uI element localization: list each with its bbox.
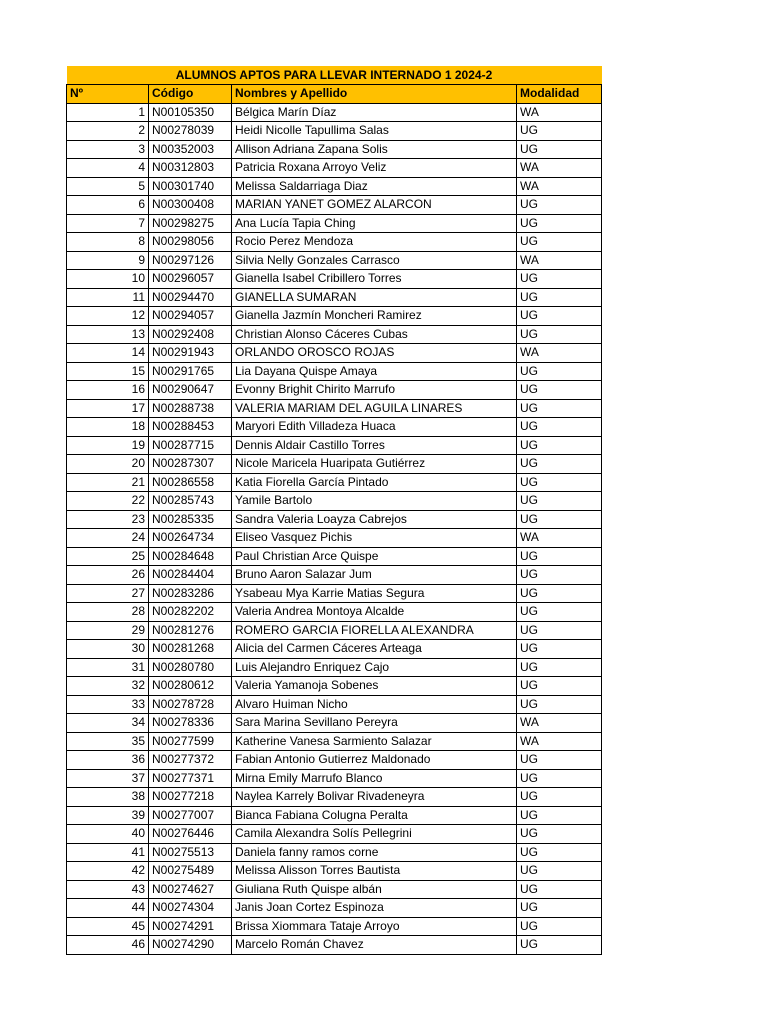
cell-code[interactable]: N00282202 [149, 603, 232, 622]
cell-number[interactable]: 46 [67, 936, 149, 955]
cell-code[interactable]: N00274291 [149, 917, 232, 936]
cell-modality[interactable]: UG [517, 621, 602, 640]
cell-number[interactable]: 19 [67, 436, 149, 455]
cell-code[interactable]: N00301740 [149, 177, 232, 196]
cell-modality[interactable]: UG [517, 695, 602, 714]
cell-code[interactable]: N00264734 [149, 529, 232, 548]
cell-name[interactable]: Fabian Antonio Gutierrez Maldonado [232, 751, 517, 770]
cell-modality[interactable]: UG [517, 140, 602, 159]
cell-modality[interactable]: UG [517, 677, 602, 696]
table-row [67, 381, 602, 400]
cell-name[interactable]: Janis Joan Cortez Espinoza [232, 899, 517, 918]
cell-code[interactable]: N00277599 [149, 732, 232, 751]
cell-code[interactable]: N00298056 [149, 233, 232, 252]
cell-name[interactable]: Alvaro Huiman Nicho [232, 695, 517, 714]
cell-number[interactable]: 45 [67, 917, 149, 936]
cell-modality[interactable]: WA [517, 714, 602, 733]
cell-modality[interactable]: UG [517, 233, 602, 252]
table-row [67, 307, 602, 326]
cell-number[interactable]: 40 [67, 825, 149, 844]
cell-modality[interactable]: UG [517, 603, 602, 622]
cell-code[interactable]: N00288738 [149, 399, 232, 418]
cell-name[interactable]: Sandra Valeria Loayza Cabrejos [232, 510, 517, 529]
cell-modality[interactable]: WA [517, 251, 602, 270]
table-row [67, 492, 602, 511]
cell-name[interactable]: Bélgica Marín Díaz [232, 103, 517, 122]
table-row [67, 899, 602, 918]
cell-number[interactable]: 33 [67, 695, 149, 714]
table-row [67, 621, 602, 640]
header-number: Nº [67, 85, 149, 104]
table-row [67, 658, 602, 677]
cell-name[interactable]: Mirna Emily Marrufo Blanco [232, 769, 517, 788]
table-row [67, 917, 602, 936]
cell-code[interactable]: N00294057 [149, 307, 232, 326]
cell-name[interactable]: Marcelo Román Chavez [232, 936, 517, 955]
cell-name[interactable]: Luis Alejandro Enriquez Cajo [232, 658, 517, 677]
cell-code[interactable]: N00290647 [149, 381, 232, 400]
header-modality: Modalidad [517, 85, 602, 104]
cell-code[interactable]: N00275513 [149, 843, 232, 862]
cell-number[interactable]: 3 [67, 140, 149, 159]
table-row [67, 455, 602, 474]
cell-number[interactable]: 44 [67, 899, 149, 918]
table-row [67, 214, 602, 233]
cell-number[interactable]: 32 [67, 677, 149, 696]
cell-code[interactable]: N00285743 [149, 492, 232, 511]
cell-code[interactable]: N00297126 [149, 251, 232, 270]
table-row [67, 122, 602, 141]
cell-code[interactable]: N00284404 [149, 566, 232, 585]
table-row [67, 769, 602, 788]
cell-code[interactable]: N00277007 [149, 806, 232, 825]
table-row [67, 880, 602, 899]
table-row [67, 418, 602, 437]
cell-code[interactable]: N00105350 [149, 103, 232, 122]
cell-code[interactable]: N00287715 [149, 436, 232, 455]
table-row [67, 251, 602, 270]
table-row [67, 695, 602, 714]
cell-code[interactable]: N00300408 [149, 196, 232, 215]
cell-code[interactable]: N00278728 [149, 695, 232, 714]
cell-number[interactable]: 25 [67, 547, 149, 566]
cell-modality[interactable]: WA [517, 103, 602, 122]
cell-number[interactable]: 6 [67, 196, 149, 215]
cell-modality[interactable]: WA [517, 159, 602, 178]
cell-modality[interactable]: UG [517, 566, 602, 585]
table-row [67, 547, 602, 566]
cell-number[interactable]: 12 [67, 307, 149, 326]
cell-modality[interactable]: UG [517, 788, 602, 807]
cell-number[interactable]: 36 [67, 751, 149, 770]
cell-name[interactable]: Valeria Yamanoja Sobenes [232, 677, 517, 696]
cell-name[interactable]: Lia Dayana Quispe Amaya [232, 362, 517, 381]
cell-code[interactable]: N00281276 [149, 621, 232, 640]
cell-number[interactable]: 31 [67, 658, 149, 677]
cell-name[interactable]: Bruno Aaron Salazar Jum [232, 566, 517, 585]
cell-modality[interactable]: UG [517, 510, 602, 529]
cell-number[interactable]: 29 [67, 621, 149, 640]
cell-name[interactable]: Katia Fiorella García Pintado [232, 473, 517, 492]
cell-code[interactable]: N00287307 [149, 455, 232, 474]
cell-number[interactable]: 23 [67, 510, 149, 529]
cell-number[interactable]: 17 [67, 399, 149, 418]
cell-modality[interactable]: UG [517, 122, 602, 141]
cell-modality[interactable]: UG [517, 843, 602, 862]
cell-modality[interactable]: WA [517, 177, 602, 196]
cell-modality[interactable]: UG [517, 381, 602, 400]
cell-modality[interactable]: UG [517, 640, 602, 659]
cell-code[interactable]: N00283286 [149, 584, 232, 603]
cell-modality[interactable]: UG [517, 399, 602, 418]
cell-code[interactable]: N00274290 [149, 936, 232, 955]
table-row [67, 714, 602, 733]
header-row [67, 85, 602, 104]
table-row [67, 233, 602, 252]
table-row [67, 140, 602, 159]
cell-modality[interactable]: UG [517, 880, 602, 899]
table-body [67, 103, 602, 954]
cell-modality[interactable]: UG [517, 325, 602, 344]
cell-name[interactable]: VALERIA MARIAM DEL AGUILA LINARES [232, 399, 517, 418]
cell-name[interactable]: Ana Lucía Tapia Ching [232, 214, 517, 233]
cell-name[interactable]: Camila Alexandra Solís Pellegrini [232, 825, 517, 844]
cell-modality[interactable]: UG [517, 936, 602, 955]
table-row [67, 584, 602, 603]
cell-name[interactable]: Evonny Brighit Chirito Marrufo [232, 381, 517, 400]
cell-code[interactable]: N00281268 [149, 640, 232, 659]
table-row [67, 751, 602, 770]
cell-modality[interactable]: UG [517, 658, 602, 677]
table-row [67, 473, 602, 492]
cell-code[interactable]: N00280612 [149, 677, 232, 696]
cell-number[interactable]: 26 [67, 566, 149, 585]
cell-modality[interactable]: UG [517, 547, 602, 566]
cell-number[interactable]: 27 [67, 584, 149, 603]
table-row [67, 325, 602, 344]
cell-code[interactable]: N00276446 [149, 825, 232, 844]
table-row [67, 862, 602, 881]
cell-modality[interactable]: UG [517, 436, 602, 455]
cell-name[interactable]: Daniela fanny ramos corne [232, 843, 517, 862]
cell-name[interactable]: Brissa Xiommara Tataje Arroyo [232, 917, 517, 936]
cell-modality[interactable]: UG [517, 270, 602, 289]
cell-modality[interactable]: UG [517, 769, 602, 788]
cell-name[interactable]: Naylea Karrely Bolivar Rivadeneyra [232, 788, 517, 807]
table-row [67, 177, 602, 196]
table-row [67, 270, 602, 289]
cell-number[interactable]: 15 [67, 362, 149, 381]
cell-name[interactable]: GIANELLA SUMARAN [232, 288, 517, 307]
table-row [67, 344, 602, 363]
cell-name[interactable]: Gianella Jazmín Moncheri Ramirez [232, 307, 517, 326]
cell-modality[interactable]: UG [517, 455, 602, 474]
table-row [67, 843, 602, 862]
cell-name[interactable]: Rocio Perez Mendoza [232, 233, 517, 252]
table-row [67, 288, 602, 307]
table-row [67, 603, 602, 622]
cell-modality[interactable]: UG [517, 825, 602, 844]
cell-number[interactable]: 37 [67, 769, 149, 788]
cell-modality[interactable]: WA [517, 732, 602, 751]
cell-number[interactable]: 2 [67, 122, 149, 141]
cell-code[interactable]: N00291765 [149, 362, 232, 381]
cell-code[interactable]: N00278039 [149, 122, 232, 141]
cell-number[interactable]: 7 [67, 214, 149, 233]
cell-modality[interactable]: WA [517, 529, 602, 548]
cell-number[interactable]: 20 [67, 455, 149, 474]
table-row [67, 159, 602, 178]
cell-modality[interactable]: UG [517, 307, 602, 326]
table-row [67, 732, 602, 751]
cell-name[interactable]: Eliseo Vasquez Pichis [232, 529, 517, 548]
cell-code[interactable]: N00296057 [149, 270, 232, 289]
cell-number[interactable]: 21 [67, 473, 149, 492]
cell-modality[interactable]: UG [517, 362, 602, 381]
cell-modality[interactable]: UG [517, 917, 602, 936]
cell-number[interactable]: 35 [67, 732, 149, 751]
table-row [67, 529, 602, 548]
table-row [67, 566, 602, 585]
cell-number[interactable]: 8 [67, 233, 149, 252]
cell-modality[interactable]: UG [517, 751, 602, 770]
cell-code[interactable]: N00274627 [149, 880, 232, 899]
cell-name[interactable]: Christian Alonso Cáceres Cubas [232, 325, 517, 344]
cell-code[interactable]: N00298275 [149, 214, 232, 233]
cell-modality[interactable]: UG [517, 806, 602, 825]
cell-number[interactable]: 42 [67, 862, 149, 881]
cell-name[interactable]: Yamile Bartolo [232, 492, 517, 511]
cell-code[interactable]: N00277371 [149, 769, 232, 788]
cell-name[interactable]: Paul Christian Arce Quispe [232, 547, 517, 566]
cell-modality[interactable]: UG [517, 492, 602, 511]
cell-name[interactable]: Valeria Andrea Montoya Alcalde [232, 603, 517, 622]
cell-number[interactable]: 24 [67, 529, 149, 548]
cell-code[interactable]: N00286558 [149, 473, 232, 492]
cell-name[interactable]: Katherine Vanesa Sarmiento Salazar [232, 732, 517, 751]
cell-number[interactable]: 18 [67, 418, 149, 437]
cell-number[interactable]: 34 [67, 714, 149, 733]
cell-name[interactable]: Dennis Aldair Castillo Torres [232, 436, 517, 455]
cell-name[interactable]: ROMERO GARCIA FIORELLA ALEXANDRA [232, 621, 517, 640]
cell-code[interactable]: N00284648 [149, 547, 232, 566]
cell-name[interactable]: Giuliana Ruth Quispe albán [232, 880, 517, 899]
cell-code[interactable]: N00285335 [149, 510, 232, 529]
cell-name[interactable]: Heidi Nicolle Tapullima Salas [232, 122, 517, 141]
cell-name[interactable]: Maryori Edith Villadeza Huaca [232, 418, 517, 437]
cell-modality[interactable]: UG [517, 288, 602, 307]
cell-code[interactable]: N00275489 [149, 862, 232, 881]
cell-name[interactable]: Nicole Maricela Huaripata Gutiérrez [232, 455, 517, 474]
cell-code[interactable]: N00291943 [149, 344, 232, 363]
table-row [67, 362, 602, 381]
cell-number[interactable]: 30 [67, 640, 149, 659]
cell-modality[interactable]: UG [517, 196, 602, 215]
table-row [67, 788, 602, 807]
cell-code[interactable]: N00274304 [149, 899, 232, 918]
cell-name[interactable]: MARIAN YANET GOMEZ ALARCON [232, 196, 517, 215]
cell-code[interactable]: N00352003 [149, 140, 232, 159]
cell-number[interactable]: 43 [67, 880, 149, 899]
table-row [67, 640, 602, 659]
header-code: Código [149, 85, 232, 104]
cell-name[interactable]: Patricia Roxana Arroyo Veliz [232, 159, 517, 178]
cell-number[interactable]: 9 [67, 251, 149, 270]
cell-name[interactable]: Silvia Nelly Gonzales Carrasco [232, 251, 517, 270]
table-row [67, 936, 602, 955]
cell-modality[interactable]: UG [517, 418, 602, 437]
cell-name[interactable]: Melissa Alisson Torres Bautista [232, 862, 517, 881]
cell-number[interactable]: 4 [67, 159, 149, 178]
cell-code[interactable]: N00278336 [149, 714, 232, 733]
cell-number[interactable]: 11 [67, 288, 149, 307]
sheet-title: ALUMNOS APTOS PARA LLEVAR INTERNADO 1 2024-2 [67, 66, 602, 85]
cell-number[interactable]: 22 [67, 492, 149, 511]
cell-modality[interactable]: WA [517, 344, 602, 363]
cell-name[interactable]: Melissa Saldarriaga Diaz [232, 177, 517, 196]
cell-number[interactable]: 28 [67, 603, 149, 622]
students-table [66, 66, 602, 955]
cell-modality[interactable]: UG [517, 473, 602, 492]
cell-name[interactable]: Alicia del Carmen Cáceres Arteaga [232, 640, 517, 659]
table-row [67, 103, 602, 122]
cell-code[interactable]: N00277372 [149, 751, 232, 770]
cell-number[interactable]: 39 [67, 806, 149, 825]
cell-modality[interactable]: UG [517, 899, 602, 918]
cell-name[interactable]: Ysabeau Mya Karrie Matias Segura [232, 584, 517, 603]
cell-code[interactable]: N00292408 [149, 325, 232, 344]
cell-code[interactable]: N00288453 [149, 418, 232, 437]
cell-code[interactable]: N00312803 [149, 159, 232, 178]
table-row [67, 677, 602, 696]
cell-name[interactable]: ORLANDO OROSCO ROJAS [232, 344, 517, 363]
cell-code[interactable]: N00280780 [149, 658, 232, 677]
cell-name[interactable]: Sara Marina Sevillano Pereyra [232, 714, 517, 733]
cell-name[interactable]: Allison Adriana Zapana Solis [232, 140, 517, 159]
cell-number[interactable]: 5 [67, 177, 149, 196]
cell-number[interactable]: 14 [67, 344, 149, 363]
table-row [67, 436, 602, 455]
table-row [67, 510, 602, 529]
cell-number[interactable]: 1 [67, 103, 149, 122]
cell-name[interactable]: Gianella Isabel Cribillero Torres [232, 270, 517, 289]
cell-code[interactable]: N00277218 [149, 788, 232, 807]
table-row [67, 196, 602, 215]
cell-number[interactable]: 16 [67, 381, 149, 400]
header-name: Nombres y Apellido [232, 85, 517, 104]
cell-number[interactable]: 38 [67, 788, 149, 807]
cell-modality[interactable]: UG [517, 214, 602, 233]
cell-number[interactable]: 10 [67, 270, 149, 289]
cell-modality[interactable]: UG [517, 862, 602, 881]
cell-name[interactable]: Bianca Fabiana Colugna Peralta [232, 806, 517, 825]
cell-number[interactable]: 41 [67, 843, 149, 862]
table-row [67, 399, 602, 418]
table-row [67, 825, 602, 844]
title-row [67, 66, 602, 85]
cell-number[interactable]: 13 [67, 325, 149, 344]
table-row [67, 806, 602, 825]
cell-code[interactable]: N00294470 [149, 288, 232, 307]
cell-modality[interactable]: UG [517, 584, 602, 603]
